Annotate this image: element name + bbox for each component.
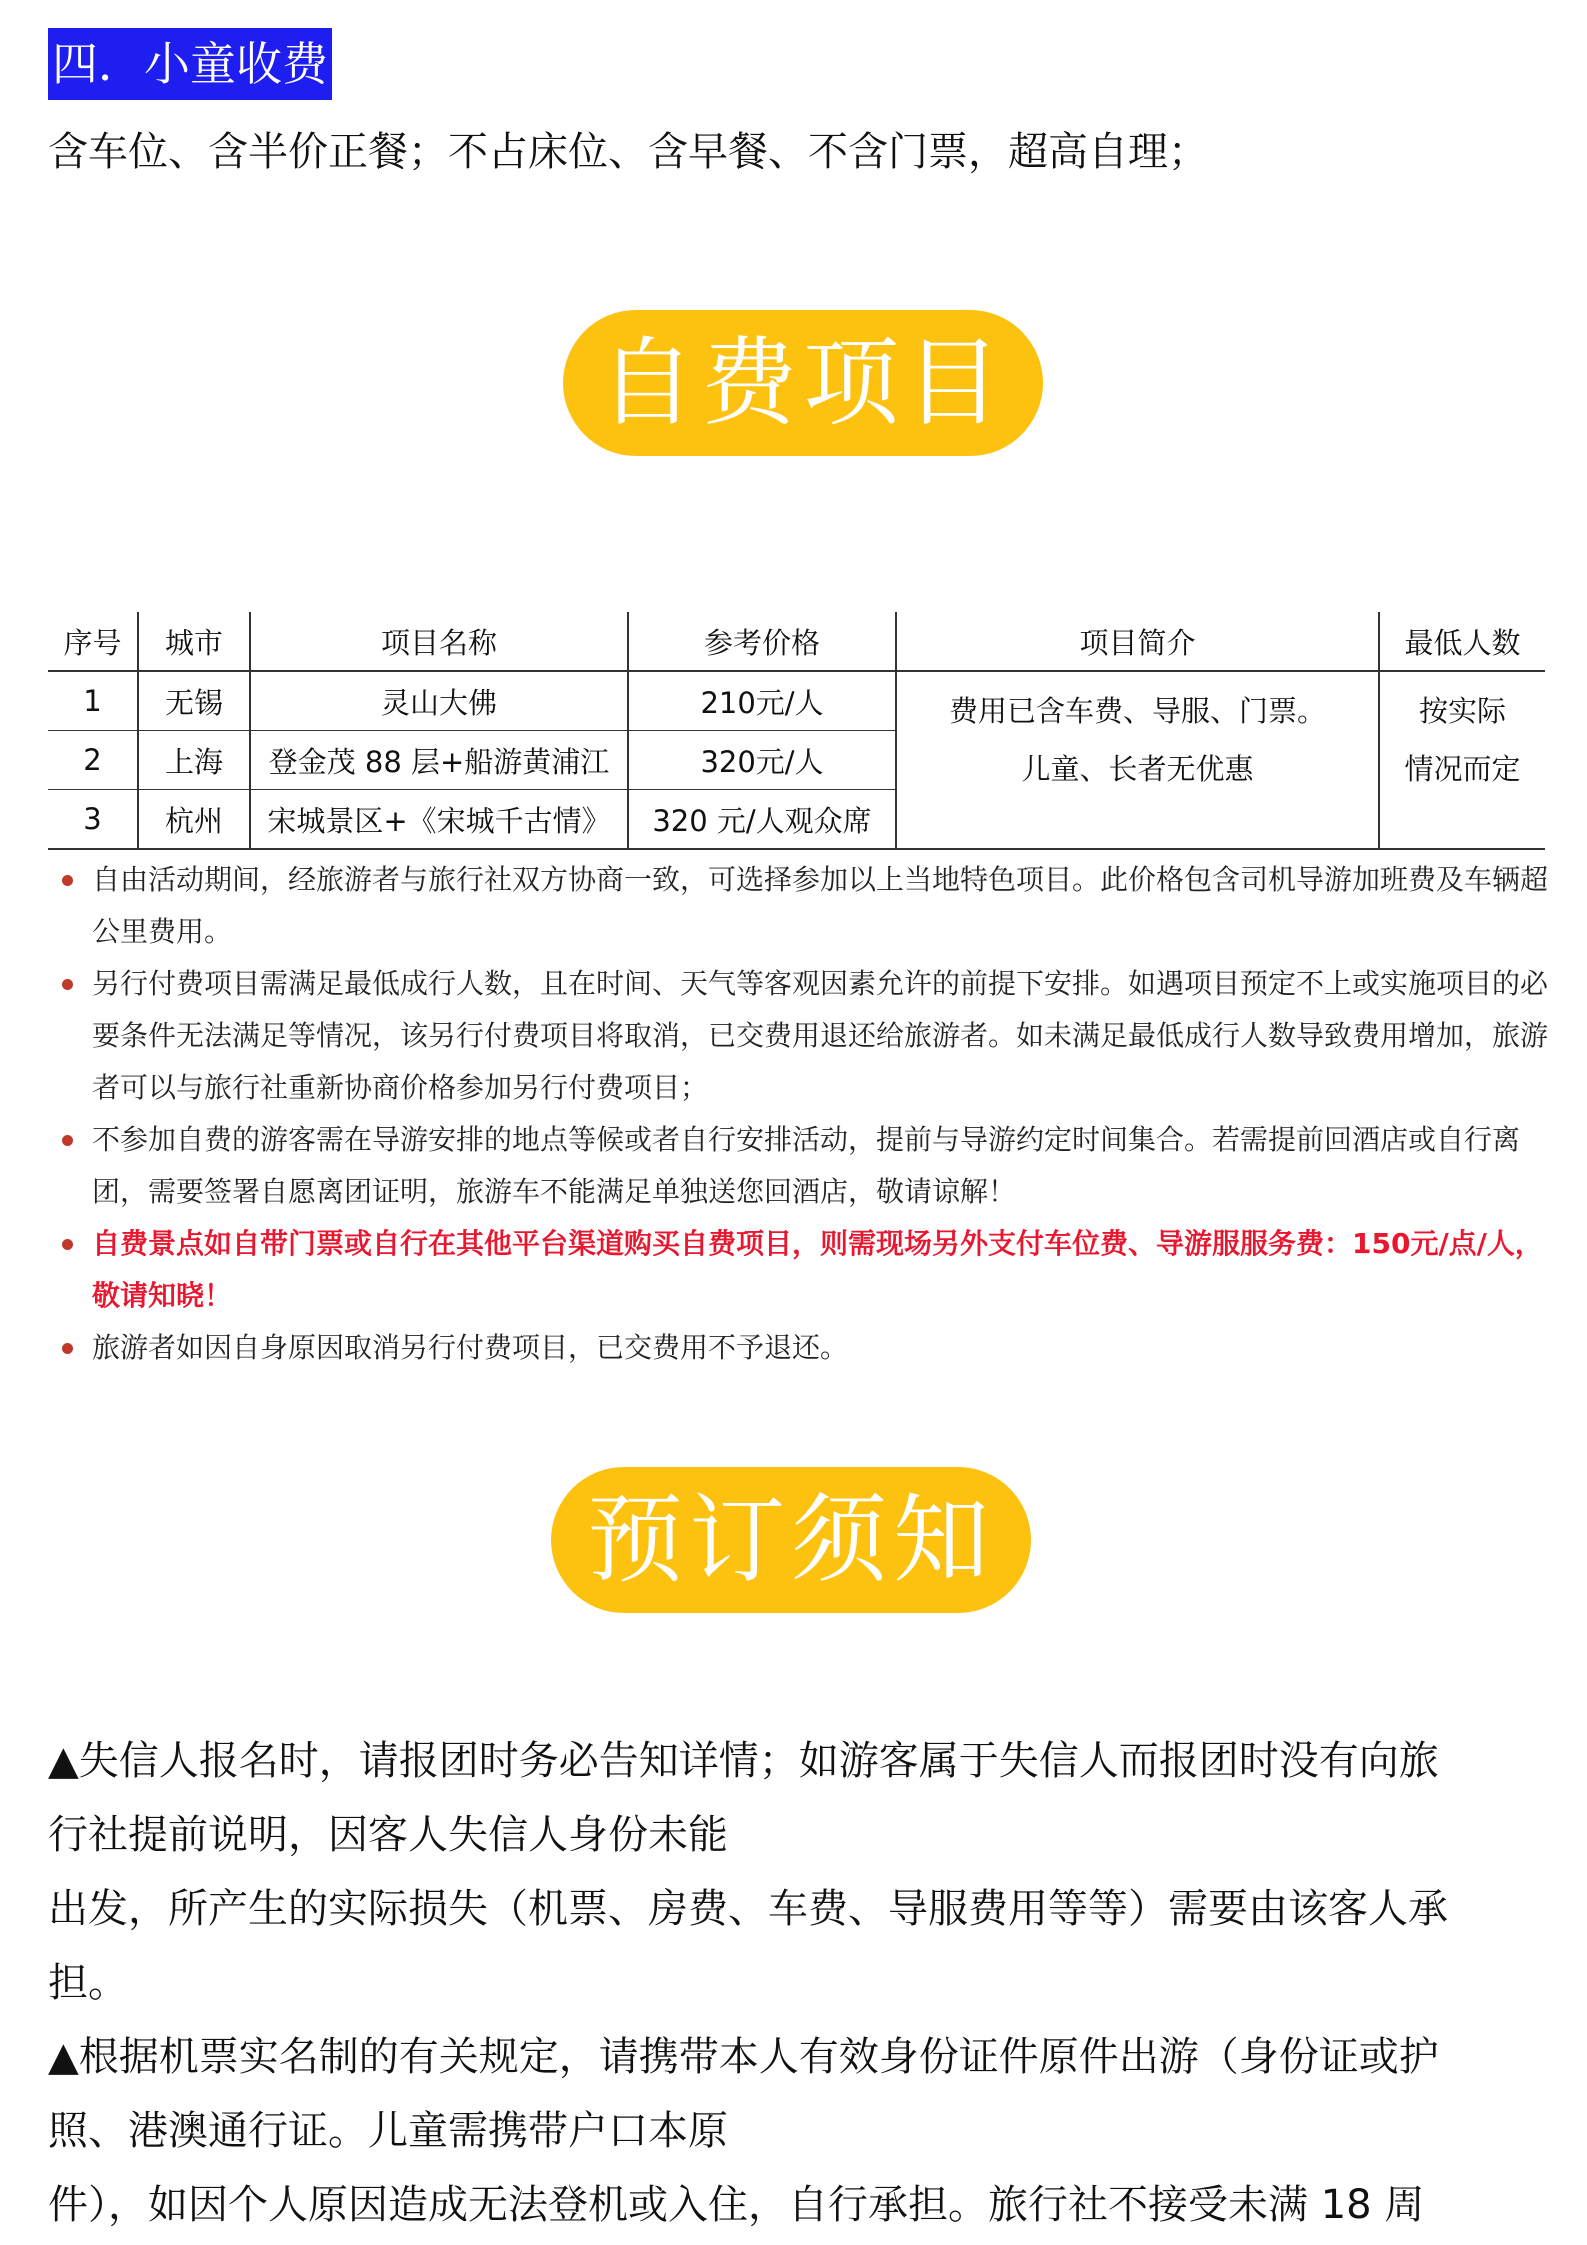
cell-no: 2 (48, 731, 138, 790)
bullet-dot-icon (62, 1343, 73, 1354)
optional-items-table (48, 612, 1545, 850)
table-header-row (48, 612, 1545, 671)
cell-no: 3 (48, 790, 138, 850)
cell-name: 灵山大佛 (250, 671, 628, 731)
bullet-dot-icon (62, 1135, 73, 1146)
bullet-dot-icon (62, 979, 73, 990)
header-intro: 项目简介 (896, 612, 1379, 671)
cell-name: 登金茂 88 层+船游黄浦江 (250, 731, 628, 790)
child-fee-text: 含车位、含半价正餐；不占床位、含早餐、不含门票，超高自理； (48, 129, 1208, 175)
header-min-people: 最低人数 (1379, 612, 1545, 671)
cell-min-people (1379, 671, 1545, 849)
cell-price: 320元/人 (628, 731, 896, 790)
note-item (58, 854, 1548, 958)
note-item-highlight (58, 1218, 1548, 1322)
cell-no: 1 (48, 671, 138, 731)
note-text: 旅游者如因自身原因取消另行付费项目，已交费用不予退还。 (92, 1331, 849, 1364)
booking-line: ▲失信人报名时，请报团时务必告知详情；如游客属于失信人而报团时没有向旅 (48, 1738, 1439, 1784)
booking-line: 行社提前说明，因客人失信人身份未能 (48, 1812, 728, 1858)
cell-city: 杭州 (138, 790, 250, 850)
note-item (58, 1114, 1548, 1218)
header-price: 参考价格 (628, 612, 896, 671)
booking-line: 照、港澳通行证。儿童需携带户口本原 (48, 2108, 728, 2154)
booking-line: 出发，所产生的实际损失（机票、房费、车费、导服费用等等）需要由该客人承 (48, 1886, 1448, 1932)
header-city: 城市 (138, 612, 250, 671)
optional-items-notes (58, 854, 1548, 1374)
cell-intro (896, 671, 1379, 849)
cell-name: 宋城景区+《宋城千古情》 (250, 790, 628, 850)
cell-price: 210元/人 (628, 671, 896, 731)
header-no: 序号 (48, 612, 138, 671)
note-text: 另行付费项目需满足最低成行人数，且在时间、天气等客观因素允许的前提下安排。如遇项目预定不上或实施项目的必要条件无法满足等情况，该另行付费项目将取消，已交费用退还给旅游者。如未满足最低成行人数导致费用增加，旅游者可以与旅行社重新协商价格参加另行付费项目； (92, 967, 1549, 1104)
bullet-dot-icon (62, 875, 73, 886)
note-item (58, 958, 1548, 1114)
note-text: 不参加自费的游客需在导游安排的地点等候或者自行安排活动，提前与导游约定时间集合。若需提前回酒店或自行离团，需要签署自愿离团证明，旅游车不能满足单独送您回酒店，敬请谅解！ (92, 1123, 1521, 1208)
header-name: 项目名称 (250, 612, 628, 671)
booking-notice-banner: 预订须知 (551, 1467, 1031, 1613)
note-text: 自费景点如自带门票或自行在其他平台渠道购买自费项目，则需现场另外支付车位费、导游服服务费：150元/点/人，敬请知晓！ (92, 1227, 1543, 1312)
min-line: 情况而定 (1404, 752, 1521, 786)
note-text: 自由活动期间，经旅游者与旅行社双方协商一致，可选择参加以上当地特色项目。此价格包含司机导游加班费及车辆超公里费用。 (92, 863, 1549, 948)
booking-line: 件），如因个人原因造成无法登机或入住，自行承担。旅行社不接受未满 18 周 (48, 2182, 1425, 2228)
cell-city: 上海 (138, 731, 250, 790)
booking-line: ▲根据机票实名制的有关规定，请携带本人有效身份证件原件出游（身份证或护 (48, 2034, 1439, 2080)
intro-line: 儿童、长者无优惠 (1021, 752, 1254, 786)
bullet-dot-icon (62, 1239, 73, 1250)
table-row (48, 671, 1545, 731)
intro-line: 费用已含车费、导服、门票。 (948, 694, 1326, 728)
booking-notice-body (48, 1724, 1548, 2242)
cell-price: 320 元/人观众席 (628, 790, 896, 850)
cell-city: 无锡 (138, 671, 250, 731)
child-fee-heading: 四．小童收费 (48, 28, 332, 100)
booking-line: 担。 (48, 1960, 128, 2006)
min-line: 按实际 (1418, 694, 1506, 728)
optional-items-banner: 自费项目 (563, 310, 1043, 456)
note-item (58, 1322, 1548, 1374)
